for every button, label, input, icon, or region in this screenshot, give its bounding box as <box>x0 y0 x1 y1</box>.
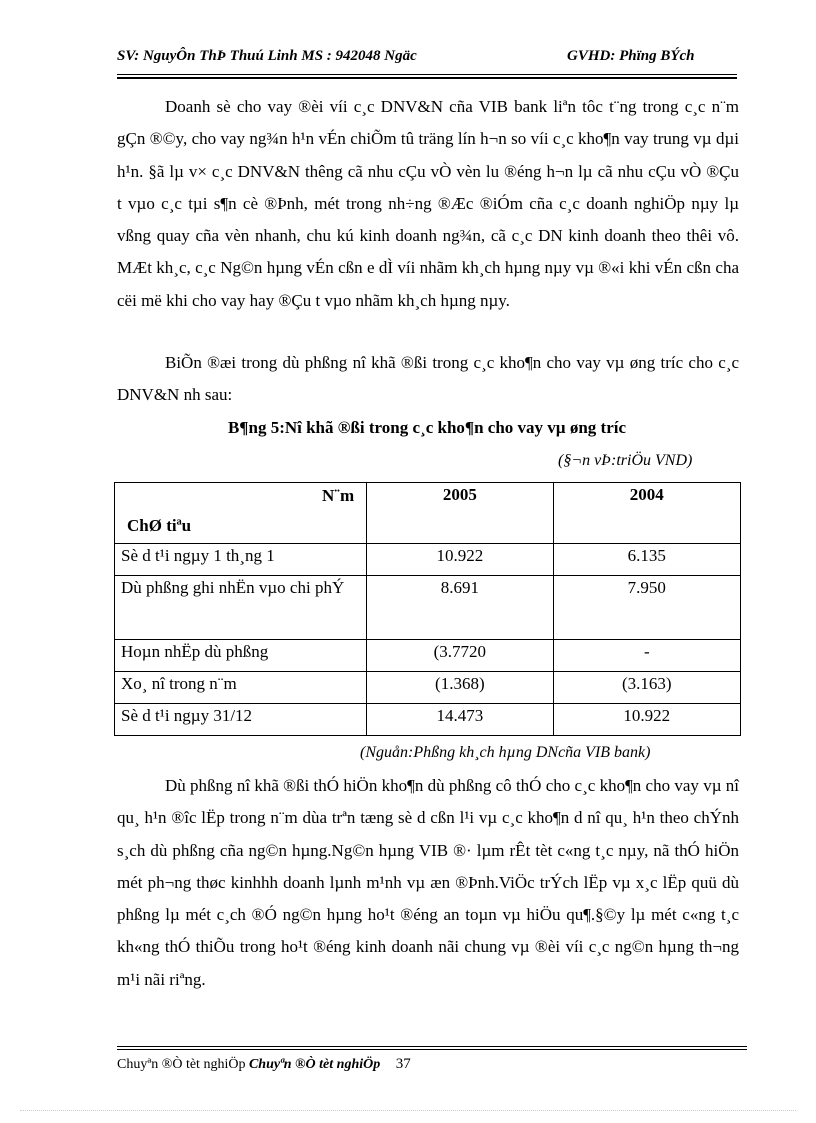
table-row <box>115 576 741 640</box>
paragraph-table-intro: BiÕn ®æi trong dù phßng nî khã ®ßi trong c¸c kho¶n cho vay vµ øng tríc cho c¸c DNV&N nh sau: <box>117 353 739 405</box>
cell-2005: 14.473 <box>367 704 553 736</box>
header-item-label: ChØ tiªu <box>127 516 192 535</box>
table-title: B¶ng 5:Nî khã ®ßi trong c¸c kho¶n cho vay vµ øng tríc <box>227 418 627 437</box>
header-student-info: SV: NguyÔn ThÞ Thuú Linh MS : 942048 Ngäc <box>117 48 417 64</box>
cell-2005: 10.922 <box>367 544 553 576</box>
row-label: Sè d t¹i ngµy 1 th¸ng 1 <box>115 544 367 576</box>
page-bottom-border <box>20 1110 796 1111</box>
row-label: Dù phßng ghi nhËn vµo chi phÝ <box>115 576 367 640</box>
header-cell-corner <box>115 483 367 544</box>
footer-text: Chuyªn ®Ò tèt nghiÖp <box>117 1057 246 1072</box>
header-advisor-info: GVHD: Phïng BÝch <box>567 48 695 64</box>
cell-2004: 6.135 <box>553 544 740 576</box>
table-row <box>115 640 741 672</box>
paragraph-provision-explanation: Dù phßng nî khã ®ßi thÓ hiÖn kho¶n dù phßng cô thÓ cho c¸c kho¶n cho vay vµ nî qu¸ h¹n ®îc lËp trong n¨m dùa trªn tæng sè d cßn l¹i vµ c¸c kho¶n d nî qu¸ h¹n theo chÝnh s¸ch dù phßng cña ng©n hµng.Ng©n hµng VIB ®· lµm rÊt tèt c«ng t¸c nµy, nã thÓ hiÖn mét ph¬ng thøc kinhhh doanh lµnh m¹nh vµ æn ®Þnh.ViÖc trÝch lËp vµ x¸c lËp quü dù phßng lµ mét c¸ch ®Ó ng©n hµng ho¹t ®éng an toµn vµ hiÖu qu¶.§©y lµ mét c«ng t¸c kh«ng thÓ thiÕu trong ho¹t ®éng kinh doanh nãi chung vµ ®èi víi c¸c ng©n hµng th¬ng m¹i nãi riªng. <box>117 776 739 989</box>
row-label: Hoµn nhËp dù phßng <box>115 640 367 672</box>
header-rule-thin <box>117 74 737 75</box>
footer-rule-bottom <box>117 1049 747 1050</box>
header-year-label: N¨m <box>322 486 355 505</box>
paragraph-loans-overview: Doanh sè cho vay ®èi víi c¸c DNV&N cña VIB bank liªn tôc t¨ng trong c¸c n¨m gÇn ®©y, cho vay ng¾n h¹n vÉn chiÕm tû träng lín h¬n so víi c¸c kho¶n vay trung vµ dµi h¹n. §ã lµ v× c¸c DNV&N thêng cã nhu cÇu vÒ vèn lu ®éng h¬n lµ cã nhu cÇu vÒ ®Çu t vµo c¸c tµi s¶n cè ®Þnh, mét trong nh÷ng ®Æc ®iÓm cña c¸c doanh nghiÖp nµy lµ vßng quay cña vèn nhanh, chu kú kinh doanh ng¾n, cã c¸c DN kinh doanh theo thêi vô. MÆt kh¸c, c¸c Ng©n hµng vÉn cßn e dÌ víi nhãm kh¸ch hµng nµy vµ ®«i khi vÉn cßn cha cëi më khi cho vay hay ®Çu t vµo nhãm kh¸ch hµng nµy. <box>117 97 739 310</box>
table-source: (Nguån:Phßng kh¸ch hµng DNcña VIB bank) <box>360 744 651 761</box>
page-number: 37 <box>395 1056 411 1072</box>
row-label: Sè d t¹i ngµy 31/12 <box>115 704 367 736</box>
header-col-2005: 2005 <box>367 483 553 544</box>
table-row <box>115 672 741 704</box>
row-label: Xo¸ nî trong n¨m <box>115 672 367 704</box>
header-rule-thick <box>117 77 737 79</box>
cell-2005: (1.368) <box>367 672 553 704</box>
cell-2004: - <box>553 640 740 672</box>
cell-2004: 10.922 <box>553 704 740 736</box>
cell-2005: 8.691 <box>367 576 553 640</box>
table-row <box>115 544 741 576</box>
cell-2004: (3.163) <box>553 672 740 704</box>
table-header-row <box>115 483 741 544</box>
page-footer <box>117 1056 411 1073</box>
header-col-2004: 2004 <box>553 483 740 544</box>
cell-2005: (3.7720 <box>367 640 553 672</box>
table-row <box>115 704 741 736</box>
bad-debt-table <box>114 482 741 736</box>
cell-2004: 7.950 <box>553 576 740 640</box>
table-unit: (§¬n vÞ:triÖu VND) <box>558 452 693 469</box>
footer-text-bold: Chuyªn ®Ò tèt nghiÖp <box>248 1057 381 1072</box>
footer-rule-top <box>117 1046 747 1047</box>
